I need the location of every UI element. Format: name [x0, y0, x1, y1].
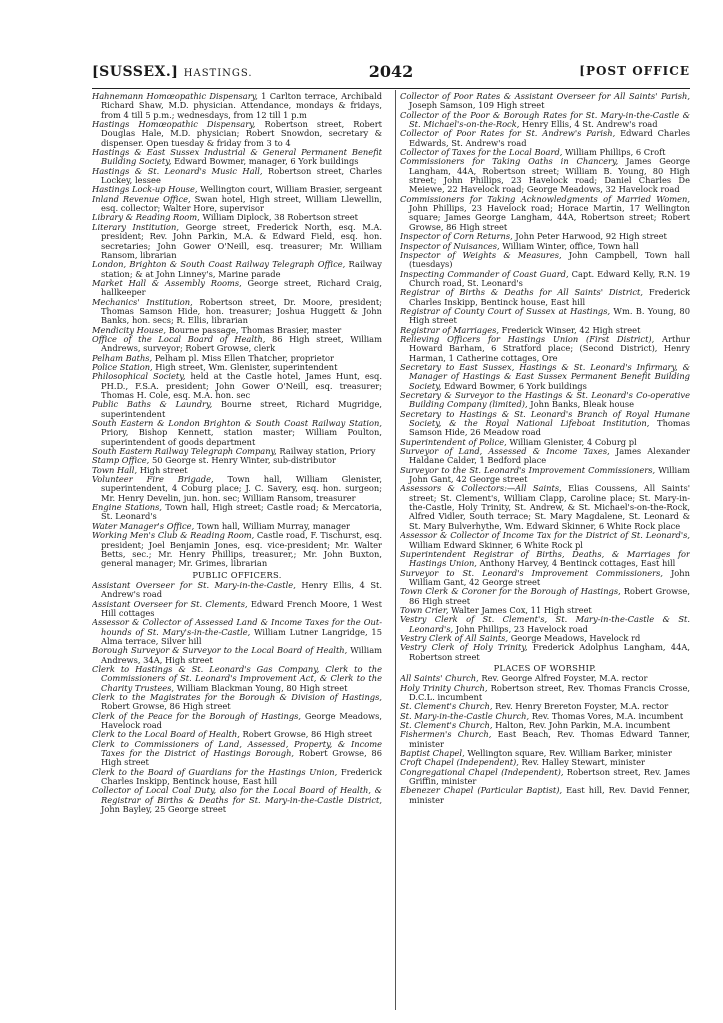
entry-heading: Inspecting Commander of Coast Guard,: [400, 268, 569, 279]
entry-heading: Holy Trinity Church,: [400, 682, 488, 693]
entry-details: Anthony Harvey, 4 Bentinck cottages, East hill: [476, 558, 676, 569]
entry-heading: Collector of the Poor & Borough Rates for St. Mary-in-the-Castle & St. Michael's-on-the-Rock,: [400, 109, 690, 130]
entry-heading: Mendicity House,: [92, 324, 167, 335]
entry-details: Railway station, Priory: [276, 446, 376, 457]
directory-entry: [400, 92, 690, 111]
entry-heading: Collector of Poor Rates & Assistant Overseer for All Saints' Parish,: [400, 92, 690, 101]
entry-details: William Blackman Young, 80 High street: [174, 682, 348, 693]
entry-heading: Clerk to Hastings & St. Leonard's Gas Company, Clerk to the Commissioners of St. Leonard's Improvement Act, & Clerk to the Charity Trustees,: [92, 663, 382, 693]
entry-heading: Relieving Officers for Hastings Union (First District),: [400, 333, 655, 344]
entry-details: William Edward Skinner, 6 White Rock pl: [409, 539, 583, 550]
town-label: HASTINGS.: [183, 68, 253, 79]
entry-details: Joseph Samson, 109 High street: [409, 100, 545, 111]
entry-heading: Inspector of Weights & Measures,: [400, 249, 562, 260]
entry-details: George street, Richard Craig, hallkeeper: [101, 277, 382, 298]
directory-entry: [92, 712, 382, 731]
entry-details: East hill, Rev. David Fenner, minister: [409, 785, 690, 805]
entry-heading: Commissioners for Taking Acknowledgments of Married Women,: [400, 193, 690, 204]
entry-heading: Clerk of the Peace for the Borough of Hastings,: [92, 710, 302, 721]
entry-heading: Vestry Clerk of Holy Trinity,: [400, 642, 528, 653]
entry-heading: Clerk to Commissioners of Land, Assessed, Property, & Income Taxes for the District of Hastings Borough,: [92, 738, 382, 759]
directory-entry: [400, 251, 690, 270]
header-rule: [92, 88, 690, 89]
entry-details: Town hall, William Murray, manager: [194, 520, 351, 531]
right-column: [400, 92, 690, 1012]
directory-entry: [92, 665, 382, 693]
entry-details: Edward Bowmer, manager, 6 York buildings: [171, 156, 359, 167]
entry-details: Walter James Cox, 11 High street: [448, 604, 592, 615]
entry-details: Priory, Bishop Kennett, station master; William Poulton, superintendent of goods department: [101, 427, 382, 447]
entry-heading: Pelham Baths,: [92, 352, 153, 363]
entry-details: William Andrews, 34A, High street: [101, 645, 382, 665]
entry-details: Rev. George Alfred Foyster, M.A. rector: [478, 673, 648, 684]
entry-heading: Assistant Overseer for St. Clements,: [92, 598, 248, 609]
county-label: [SUSSEX.]: [92, 64, 179, 80]
directory-entry: [92, 120, 382, 148]
entry-heading: Registrar of County Court of Sussex at Hastings,: [400, 305, 611, 316]
entry-heading: Water Manager's Office,: [92, 520, 195, 531]
right-entries-places-of-worship: [400, 674, 690, 805]
directory-entry: [400, 391, 690, 410]
directory-entry: [92, 475, 382, 503]
directory-entry: [92, 581, 382, 600]
entry-heading: St. Clement's Church,: [400, 701, 493, 712]
entry-heading: Hahnemann Homœopathic Dispensary,: [92, 92, 258, 101]
directory-entry: [92, 419, 382, 447]
entry-heading: Assessor & Collector of Assessed Land & Income Taxes for the Out-hounds of St. Mary's-in-the-Castle,: [92, 617, 382, 637]
directory-entry: [92, 503, 382, 522]
directory-entry: [92, 768, 382, 787]
entry-details: Castle road, F. Tischurst, esq. president; Joel Benjamin Jones, esq. vice-president; Mr. Walter Betts, sec.; Mr. Henry Phillips, treasurer,; Mr. John Buxton, general manager; Mr. Grimes, librarian: [101, 530, 382, 569]
directory-entry: [92, 531, 382, 568]
entry-details: Frederick Charles Inskipp, Bentinck house, East hill: [101, 766, 382, 787]
entry-details: William Diplock, 38 Robertson street: [199, 212, 359, 223]
entry-details: Capt. Edward Kelly, R.N. 19 Church road, St. Leonard's: [409, 268, 690, 288]
entry-details: 86 High street, William Andrews, surveyor; Robert Growse, clerk: [101, 333, 382, 354]
entry-heading: Secretary to Hastings & St. Leonard's Branch of Royal Humane Society, & the Royal National Lifeboat Institution,: [400, 408, 690, 429]
entry-heading: Secretary & Surveyor to the Hastings & St. Leonard's Co-operative Building Company (limited),: [400, 390, 690, 410]
entry-heading: Mechanics' Institution,: [92, 296, 193, 307]
entry-details: Edward Charles Edwards, St. Andrew's road: [409, 128, 690, 148]
entry-heading: Philosophical Society,: [92, 371, 186, 382]
entry-heading: Collector of Local Coal Duty, also for the Local Board of Health, & Registrar of Births & Deaths for St. Mary-in-the-Castle District,: [92, 785, 382, 805]
directory-entry: [400, 587, 690, 606]
entry-details: Wellington square, Rev. William Barker, minister: [464, 748, 672, 759]
directory-entry: [92, 335, 382, 354]
entry-heading: Surveyor to the St. Leonard's Improvement Commissioners,: [400, 464, 656, 475]
directory-entry: [400, 157, 690, 194]
entry-details: Town hall, High street; Castle road; & Mercatoria, St. Leonard's: [101, 502, 382, 522]
entry-details: Robertson street, Dr. Moore, president; Thomas Samson Hide, hon. treasurer; Joshua Huggett & John Banks, hon. secs; R. Ellis, librarian: [101, 296, 382, 326]
section-title-public-officers: PUBLIC OFFICERS.: [192, 569, 282, 580]
entry-heading: Town Clerk & Coroner for the Borough of Hastings,: [400, 586, 621, 597]
entry-details: William Glenister, 4 Coburg pl: [506, 436, 637, 447]
entry-details: held at the Castle hotel, James Hunt, esq. PH.D., F.S.A. president; John Gower O'Neill, esq. treasurer; Thomas H. Cole, esq. M.A. hon. sec: [101, 371, 382, 400]
running-head-right: [POST OFFICE: [579, 64, 690, 78]
entry-details: William John Gant, 42 George street: [409, 464, 690, 485]
directory-entry: [92, 372, 382, 400]
entry-heading: London, Brighton & South Coast Railway Telegraph Office,: [92, 259, 346, 270]
entry-details: John Phillips, 23 Havelock road; Horace Martin, 17 Wellington square; James George Langham, 44A, Robertson street; Robert Growse, 86 High street: [409, 203, 690, 232]
entry-heading: Clerk to the Board of Guardians for the Hastings Union,: [92, 766, 338, 777]
entry-details: Henry Ellis, 4 St. Andrew's road: [519, 119, 658, 130]
entry-heading: Town Hall,: [92, 464, 138, 475]
entry-heading: Hastings & East Sussex Industrial & General Permanent Benefit Building Society,: [92, 147, 382, 167]
entry-details: 50 George st. Henry Winter, sub-distributor: [149, 455, 336, 466]
entry-heading: Superintendent of Police,: [400, 436, 507, 447]
entry-details: Edward French Moore, 1 West Hill cottages: [101, 598, 382, 618]
entry-details: Swan hotel, High street, William Llewellin, esq. collector; Walter Hore, supervisor: [101, 193, 382, 214]
entry-heading: Hastings Homœopathic Dispensary,: [92, 119, 256, 130]
entry-details: High street: [137, 464, 188, 475]
entry-heading: Fishermen's Church,: [400, 729, 492, 740]
directory-entry: [92, 646, 382, 665]
entry-details: East Beach, Rev. Thomas Edward Tanner, minister: [409, 729, 690, 749]
entry-details: Frederick Adolphus Langham, 44A, Robertson street: [409, 642, 690, 662]
directory-entry: [92, 195, 382, 214]
directory-entry: [92, 279, 382, 298]
entry-details: Bourne passage, Thomas Brasier, master: [166, 324, 342, 335]
entry-details: Robert Growse, 86 High street: [101, 701, 231, 712]
entry-details: 1 Carlton terrace, Archibald Richard Shaw, M.D. physician. Attendance, mondays & fridays, from 4 till 5 p.m.; wednesdays, from 12 till 1 p.m: [101, 92, 382, 120]
left-entries-public-officers: [92, 581, 382, 815]
directory-entry: [400, 484, 690, 531]
directory-entry: [92, 167, 382, 186]
entry-heading: Commissioners for Taking Oaths in Chancery,: [400, 156, 619, 167]
entry-details: John William Gant, 42 George street: [409, 567, 690, 587]
entry-details: Robert Growse, 86 High street: [101, 748, 382, 768]
entry-heading: Inland Revenue Office,: [92, 193, 191, 204]
entry-heading: Croft Chapel (Independent),: [400, 757, 519, 768]
entry-heading: Assessors & Collectors:—All Saints,: [400, 483, 562, 494]
directory-entry: [92, 600, 382, 619]
entry-heading: Surveyor of Land, Assessed & Income Taxes,: [400, 446, 610, 457]
entry-heading: Office of the Local Board of Health,: [92, 333, 266, 344]
entry-details: Edward Bowmer, 6 York buildings: [441, 380, 587, 391]
directory-entry: [92, 786, 382, 814]
entry-details: John Peter Harwood, 92 High street: [512, 231, 667, 242]
directory-entry: [400, 363, 690, 391]
entry-heading: Police Station,: [92, 361, 153, 372]
entry-heading: Working Men's Club & Reading Room,: [92, 530, 255, 541]
entry-heading: Assistant Overseer for St. Mary-in-the-Castle,: [92, 579, 296, 590]
entry-details: Robertson street, Rev. Thomas Francis Crosse, D.C.L. incumbent: [409, 682, 690, 702]
entry-heading: St. Mary-in-the-Castle Church,: [400, 710, 530, 721]
entry-details: George Meadows, Havelock road: [101, 710, 382, 731]
entry-details: Robert Growse, 86 High street: [409, 586, 690, 606]
entry-heading: Inspector of Corn Returns,: [400, 231, 513, 242]
entry-details: Town hall, William Glenister, superintendent, 4 Coburg place; J. C. Savery, esq. hon. surgeon; Mr. Henry Develin, jun. hon. sec; William Ransom, treasurer: [101, 474, 382, 503]
directory-entry: [92, 148, 382, 167]
directory-entry: [400, 615, 690, 634]
entry-heading: Superintendent Registrar of Births, Deaths, & Marriages for Hastings Union,: [400, 548, 690, 569]
entry-details: Elias Coussens, All Saints' street; St. Clement's, William Clapp, Caroline place; St. Mary-in-the-Castle, Holy Trinity, St. Andrew, & St. Michael's-on-the-Rock, Alfred Vidler, South terrace; St. Mary Magdalene, St. Leonard & St. Mary Bulverhythe, Wm. Edward Skinner, 6 White Rock place: [409, 483, 690, 531]
entry-details: Halton, Rev. John Parkin, M.A. incumbent: [492, 720, 671, 731]
directory-entry: [400, 335, 690, 363]
directory-entry: [400, 684, 690, 703]
column-divider: [395, 90, 396, 1010]
directory-entry: [400, 288, 690, 307]
entry-details: William Phillips, 6 Croft: [562, 147, 666, 158]
entry-details: High street, Wm. Glenister, superintendent: [152, 361, 338, 372]
entry-heading: Secretary to East Sussex, Hastings & St. Leonard's Infirmary, & Manager of Hastings & East Sussex Permanent Benefit Building Society,: [400, 361, 690, 391]
entry-heading: South Eastern Railway Telegraph Company,: [92, 446, 277, 457]
entry-details: Robertson street, Charles Lockey, lessee: [101, 165, 382, 186]
entry-details: Wellington court, William Brasier, sergeant: [197, 184, 382, 195]
entry-details: Arthur Howard Barham, 6 Stratford place; (Second District), Henry Harman, 1 Catherine cottages, Ore: [409, 333, 690, 363]
entry-heading: Registrar of Marriages,: [400, 324, 500, 335]
entry-details: John Banks, Bleak house: [527, 399, 634, 410]
directory-entry: [400, 569, 690, 588]
entry-heading: Engine Stations,: [92, 502, 163, 513]
entry-details: Frederick Winser, 42 High street: [499, 324, 641, 335]
entry-heading: Baptist Chapel,: [400, 748, 465, 759]
entry-heading: South Eastern & London Brighton & South Coast Railway Station,: [92, 418, 382, 429]
directory-entry: [92, 298, 382, 326]
entry-details: James George Langham, 44A, Robertson street; William B. Young, 80 High street; John Phillips, 23 Havelock road; Daniel Charles De Meiewe, 22 Havelock road; George Meadows, 32 Havelock road: [409, 156, 690, 195]
directory-entry: [400, 410, 690, 438]
directory-entry: [92, 618, 382, 646]
entry-heading: Hastings & St. Leonard's Music Hall,: [92, 165, 263, 176]
entry-heading: Clerk to the Magistrates for the Borough & Division of Hastings,: [92, 692, 382, 702]
entry-heading: Ebenezer Chapel (Particular Baptist),: [400, 785, 563, 796]
directory-entry: [400, 643, 690, 662]
entry-details: James Alexander Haldane Calder, 1 Bedford place: [409, 446, 690, 466]
entry-heading: Public Baths & Laundry,: [92, 399, 213, 410]
directory-entry: [400, 270, 690, 289]
entry-heading: Surveyor to St. Leonard's Improvement Commissioners,: [400, 567, 664, 578]
entry-details: Robertson street, Robert Douglas Hale, M.D. physician; Robert Snowdon, secretary & dispenser. Open tuesday & friday from 3 to 4: [101, 119, 382, 148]
directory-entry: [400, 447, 690, 466]
entry-details: Robert Growse, 86 High street: [239, 729, 373, 740]
directory-entry: [400, 195, 690, 232]
entry-heading: Vestry Clerk of All Saints,: [400, 632, 509, 643]
directory-entry: [400, 466, 690, 485]
entry-heading: Library & Reading Room,: [92, 212, 200, 223]
entry-details: Rev. Halley Stewart, minister: [518, 757, 645, 768]
entry-heading: Stamp Office,: [92, 455, 150, 466]
entry-details: Frederick Charles Inskipp, Bentinck house, East hill: [409, 287, 690, 307]
entry-details: George Meadows, Havelock rd: [508, 632, 641, 643]
entry-heading: Collector of Poor Rates for St. Andrew's Parish,: [400, 128, 616, 139]
entry-details: Bourne street, Richard Mugridge, superintendent: [101, 399, 382, 419]
page-header: [92, 64, 690, 84]
left-entries: [92, 92, 382, 569]
entry-details: George street, Frederick North, esq. M.A. president; Rev. John Parkin, M.A. & Edward Field, esq. hon. secretaries; John Gower O'Neill, esq. treasurer; Mr. William Ransom, librarian: [101, 221, 382, 260]
entry-details: John Bayley, 25 George street: [101, 804, 227, 815]
entry-heading: Market Hall & Assembly Rooms,: [92, 277, 242, 288]
entry-heading: Borough Surveyor & Surveyor to the Local Board of Health,: [92, 645, 348, 656]
entry-heading: Volunteer Fire Brigade,: [92, 474, 214, 485]
entry-heading: Collector of Taxes for the Local Board,: [400, 147, 563, 158]
entry-heading: Literary Institution,: [92, 221, 180, 232]
entry-heading: Inspector of Nuisances,: [400, 240, 500, 251]
entry-details: Robertson street, Rev. James Griffin, minister: [409, 766, 690, 787]
entry-heading: Clerk to the Local Board of Health,: [92, 729, 240, 740]
directory-entry: [92, 223, 382, 260]
entry-details: Thomas Samson Hide, 26 Meadow road: [409, 418, 690, 438]
directory-entry: [400, 531, 690, 550]
entry-details: Railway station; & at John Linney's, Marine parade: [101, 259, 382, 279]
entry-details: Wm. B. Young, 80 High street: [409, 305, 690, 326]
directory-entry: [92, 400, 382, 419]
entry-details: Pelham pl. Miss Ellen Thatcher, proprietor: [152, 352, 334, 363]
entry-details: John Phillips, 23 Havelock road: [453, 623, 588, 634]
entry-heading: St. Clement's Church,: [400, 720, 493, 731]
directory-entry: [92, 260, 382, 279]
entry-heading: Hastings Lock-up House,: [92, 184, 198, 195]
entry-heading: Town Crier,: [400, 604, 449, 615]
entry-details: Henry Ellis, 4 St. Andrew's road: [101, 579, 382, 600]
entry-details: John Campbell, Town hall (tuesdays): [409, 249, 690, 270]
directory-entry: [92, 92, 382, 120]
entry-details: Rev. Henry Brereton Foyster, M.A. rector: [492, 701, 669, 712]
page-number: 2042: [368, 62, 414, 81]
directory-entry: [92, 693, 382, 712]
directory-entry: [92, 740, 382, 768]
directory-entry: [400, 768, 690, 787]
right-entries: [400, 92, 690, 662]
directory-entry: [400, 129, 690, 148]
entry-details: Rev. Thomas Vores, M.A. incumbent: [529, 710, 684, 721]
left-column: [92, 92, 382, 1012]
directory-entry: [400, 730, 690, 749]
entry-heading: Registrar of Births & Deaths for All Saints' District,: [400, 287, 643, 298]
entry-details: William Winter, office, Town hall: [499, 240, 639, 251]
entry-heading: All Saints' Church,: [400, 673, 479, 684]
entry-heading: Vestry Clerk of St. Clement's, St. Mary-in-the-Castle & St. Leonard's,: [400, 614, 690, 634]
entry-heading: Assessor & Collector of Income Tax for the District of St. Leonard's,: [400, 530, 690, 541]
directory-entry: [400, 307, 690, 326]
directory-entry: [400, 111, 690, 130]
entry-heading: Congregational Chapel (Independent),: [400, 766, 564, 777]
directory-entry: [400, 550, 690, 569]
entry-details: William Lutner Langridge, 15 Alma terrace, Silver hill: [101, 626, 382, 646]
directory-entry: [400, 786, 690, 805]
section-title-places-of-worship: PLACES OF WORSHIP.: [493, 662, 597, 673]
